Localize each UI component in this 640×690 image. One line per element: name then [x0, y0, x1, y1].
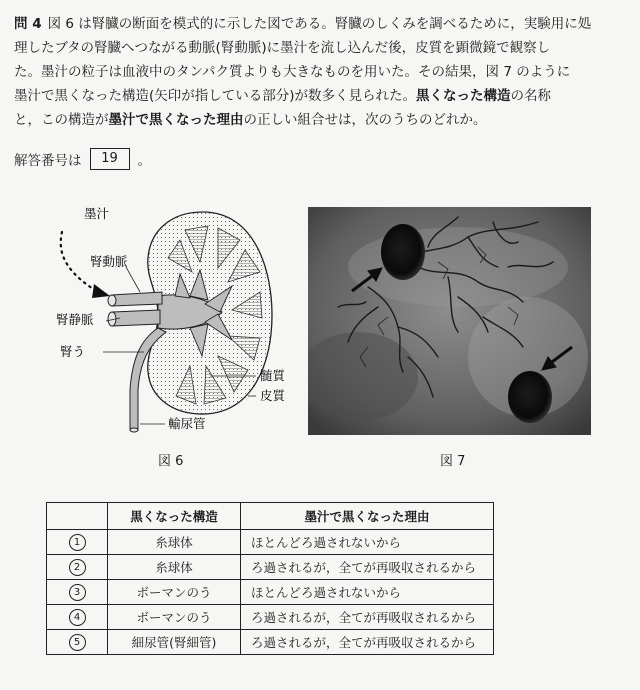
choice-structure: 糸球体	[108, 530, 241, 555]
choice-structure: 糸球体	[108, 555, 241, 580]
label-ureter: 輸尿管	[168, 416, 206, 431]
question-line-4: 墨汁で黒くなった構造(矢印が指している部分)が数多く見られた。黒くなった構造の名称	[14, 88, 552, 104]
label-renal-artery: 腎動脈	[90, 254, 128, 269]
glomerulus-2	[508, 371, 552, 423]
header-structure: 黒くなった構造	[108, 503, 241, 530]
table-row[interactable]	[47, 580, 494, 605]
choice-reason: ろ過されるが，全てが再吸収されるから	[241, 630, 494, 655]
table-row[interactable]	[47, 530, 494, 555]
choice-structure: ボーマンのう	[108, 580, 241, 605]
label-renal-pelvis: 腎う	[60, 344, 86, 359]
label-renal-vein: 腎静脈	[56, 312, 94, 327]
label-ink: 墨汁	[84, 206, 110, 221]
figure-6-kidney-diagram	[40, 200, 310, 470]
figure-7-micrograph	[308, 207, 591, 435]
table-header-row	[47, 503, 494, 530]
answer-choices-table	[46, 502, 494, 655]
figure-7-caption: 図 7	[440, 454, 466, 469]
answer-number-box[interactable]: 19	[90, 148, 130, 170]
figure-6-caption: 図 6	[158, 454, 184, 469]
renal-artery	[112, 292, 162, 306]
choice-reason: ろ過されるが，全てが再吸収されるから	[241, 605, 494, 630]
choice-number: 5	[69, 634, 86, 651]
label-medulla: 髄質	[260, 368, 286, 383]
question-text	[14, 12, 630, 132]
choice-reason: ほとんどろ過されないから	[241, 580, 494, 605]
question-line-1: 問 4 図 6 は腎臓の断面を模式的に示した図である。腎臓のしくみを調べるために，実験用に処	[14, 16, 592, 32]
choice-reason: ほとんどろ過されないから	[241, 530, 494, 555]
question-number: 問 4	[14, 16, 42, 32]
glomerulus-1	[381, 224, 425, 280]
table-row[interactable]	[47, 605, 494, 630]
choice-number: 4	[69, 609, 86, 626]
table-row[interactable]	[47, 555, 494, 580]
header-number	[47, 503, 108, 530]
choice-number: 1	[69, 534, 86, 551]
header-reason: 墨汁で黒くなった理由	[241, 503, 494, 530]
question-line-2: 理したブタの腎臓へつながる動脈(腎動脈)に墨汁を流し込んだ後，皮質を顕微鏡で観察し	[14, 40, 551, 56]
table-row[interactable]	[47, 630, 494, 655]
question-line-5: と，この構造が墨汁で黒くなった理由の正しい組合せは，次のうちのどれか。	[14, 112, 487, 128]
answer-number-row	[14, 148, 151, 170]
answer-end: 。	[137, 153, 151, 169]
ink-arrowhead	[92, 284, 110, 298]
answer-label: 解答番号は	[14, 153, 82, 169]
choice-structure: 細尿管(腎細管)	[108, 630, 241, 655]
choice-number: 3	[69, 584, 86, 601]
choice-number: 2	[69, 559, 86, 576]
choice-reason: ろ過されるが，全てが再吸収されるから	[241, 555, 494, 580]
choice-structure: ボーマンのう	[108, 605, 241, 630]
label-cortex: 皮質	[260, 388, 286, 403]
question-line-3: た。墨汁の粒子は血液中のタンパク質よりも大きなものを用いた。その結果，図 7 のように	[14, 64, 571, 80]
